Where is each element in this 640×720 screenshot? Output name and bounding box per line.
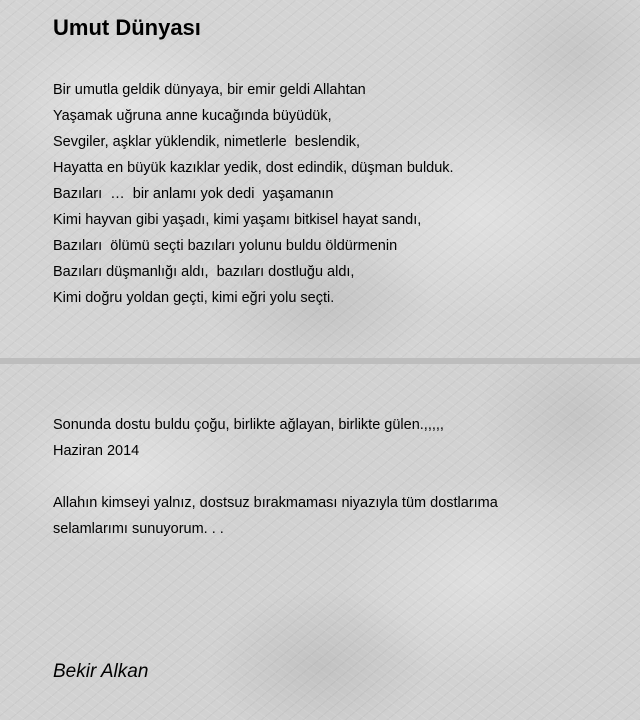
poem-line: Bazıları ölümü seçti bazıları yolunu buldu öldürmenin	[53, 238, 398, 254]
poem-line: selamlarımı sunuyorum. . .	[53, 521, 224, 537]
poem-line: Sonunda dostu buldu çoğu, birlikte ağlayan, birlikte gülen.,,,,,	[53, 417, 444, 433]
poem-line: Kimi hayvan gibi yaşadı, kimi yaşamı bitkisel hayat sandı,	[53, 212, 422, 228]
poem-line: Kimi doğru yoldan geçti, kimi eğri yolu seçti.	[53, 290, 335, 306]
poem-line: Bazıları düşmanlığı aldı, bazıları dostluğu aldı,	[53, 264, 355, 280]
poem-line: Bazıları … bir anlamı yok dedi yaşamanın	[53, 186, 334, 202]
poem-line: Hayatta en büyük kazıklar yedik, dost edindik, düşman bulduk.	[53, 160, 454, 176]
stanza-2	[53, 412, 444, 464]
poem-panel-top	[0, 0, 640, 358]
stanza-1	[53, 77, 454, 311]
poem-line: Sevgiler, aşklar yüklendik, nimetlerle beslendik,	[53, 134, 361, 150]
poem-line: Yaşamak uğruna anne kucağında büyüdük,	[53, 108, 332, 124]
poem-title: Umut Dünyası	[53, 15, 201, 40]
poem-line: Bir umutla geldik dünyaya, bir emir geldi Allahtan	[53, 82, 366, 98]
poem-author: Bekir Alkan	[53, 661, 149, 682]
poem-date: Haziran 2014	[53, 443, 140, 459]
stanza-3	[53, 490, 498, 542]
poem-line: Allahın kimseyi yalnız, dostsuz bırakmaması niyazıyla tüm dostlarıma	[53, 495, 498, 511]
